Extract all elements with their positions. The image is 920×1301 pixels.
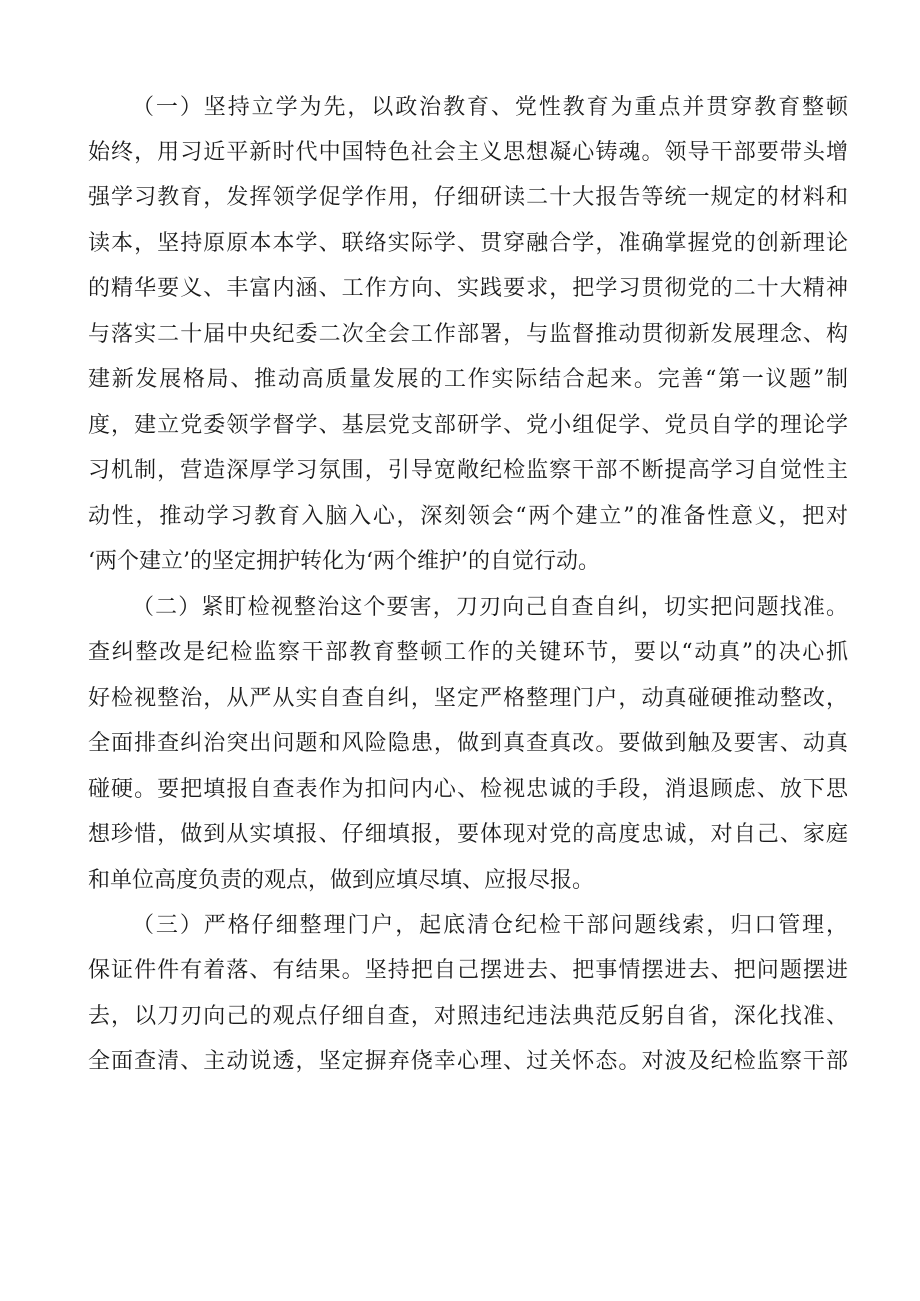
paragraph-1-line-7: 建新发展格局、推动高质量发展的工作实际结合起来。完善“第一议题”制 (88, 367, 848, 392)
paragraph-3-line-1: （三）严格仔细整理门户，起底清仓纪检干部问题线索，归口管理， (132, 913, 848, 938)
paragraph-2-line-3: 好检视整治，从严从实自查自纠，坚定严格整理门户，动真碰硬推动整改， (88, 686, 848, 711)
paragraph-3-line-3: 去，以刀刃向己的观点仔细自查，对照违纪违法典范反躬自省，深化找准、 (88, 1004, 848, 1029)
paragraph-1-line-4: 读本，坚持原原本本学、联络实际学、贯穿融合学，准确掌握党的创新理论 (88, 231, 848, 256)
paragraph-1-line-10: 动性，推动学习教育入脑入心，深刻领会“两个建立”的准备性意义，把对 (88, 504, 848, 529)
paragraph-1-line-6: 与落实二十届中央纪委二次全会工作部署，与监督推动贯彻新发展理念、构 (88, 322, 848, 347)
paragraph-1-line-8: 度，建立党委领学督学、基层党支部研学、党小组促学、党员自学的理论学 (88, 413, 848, 438)
paragraph-1-line-2: 始终，用习近平新时代中国特色社会主义思想凝心铸魂。领导干部要带头增 (88, 140, 848, 165)
paragraph-1-line-9: 习机制，营造深厚学习氛围，引导宽敞纪检监察干部不断提高学习自觉性主 (88, 458, 848, 483)
paragraph-2-line-6: 想珍惜，做到从实填报、仔细填报，要体现对党的高度忠诚，对自己、家庭 (88, 822, 848, 847)
paragraph-1-line-11: ‘两个建立’的坚定拥护转化为‘两个维护’的自觉行动。 (88, 549, 600, 574)
paragraph-2-line-5: 碰硬。要把填报自查表作为扣问内心、检视忠诚的手段，消退顾虑、放下思 (88, 777, 848, 802)
paragraph-2-line-1: （二）紧盯检视整治这个要害，刀刃向己自查自纠，切实把问题找准。 (132, 595, 848, 620)
paragraph-2-line-7: 和单位高度负责的观点，做到应填尽填、应报尽报。 (88, 868, 595, 893)
paragraph-1-line-5: 的精华要义、丰富内涵、工作方向、实践要求，把学习贯彻党的二十大精神 (88, 276, 848, 301)
paragraph-2-line-2: 查纠整改是纪检监察干部教育整顿工作的关键环节，要以“动真”的决心抓 (88, 640, 848, 665)
paragraph-3-line-2: 保证件件有着落、有结果。坚持把自己摆进去、把事情摆进去、把问题摆进 (88, 958, 848, 983)
paragraph-3-line-4: 全面查清、主动说透，坚定摒弃侥幸心理、过关怀态。对波及纪检监察干部 (88, 1049, 848, 1074)
paragraph-2-line-4: 全面排查纠治突出问题和风险隐患，做到真查真改。要做到触及要害、动真 (88, 731, 848, 756)
paragraph-1-line-3: 强学习教育，发挥领学促学作用，仔细研读二十大报告等统一规定的材料和 (88, 185, 848, 210)
paragraph-1-line-1: （一）坚持立学为先，以政治教育、党性教育为重点并贯穿教育整顿 (132, 95, 848, 120)
